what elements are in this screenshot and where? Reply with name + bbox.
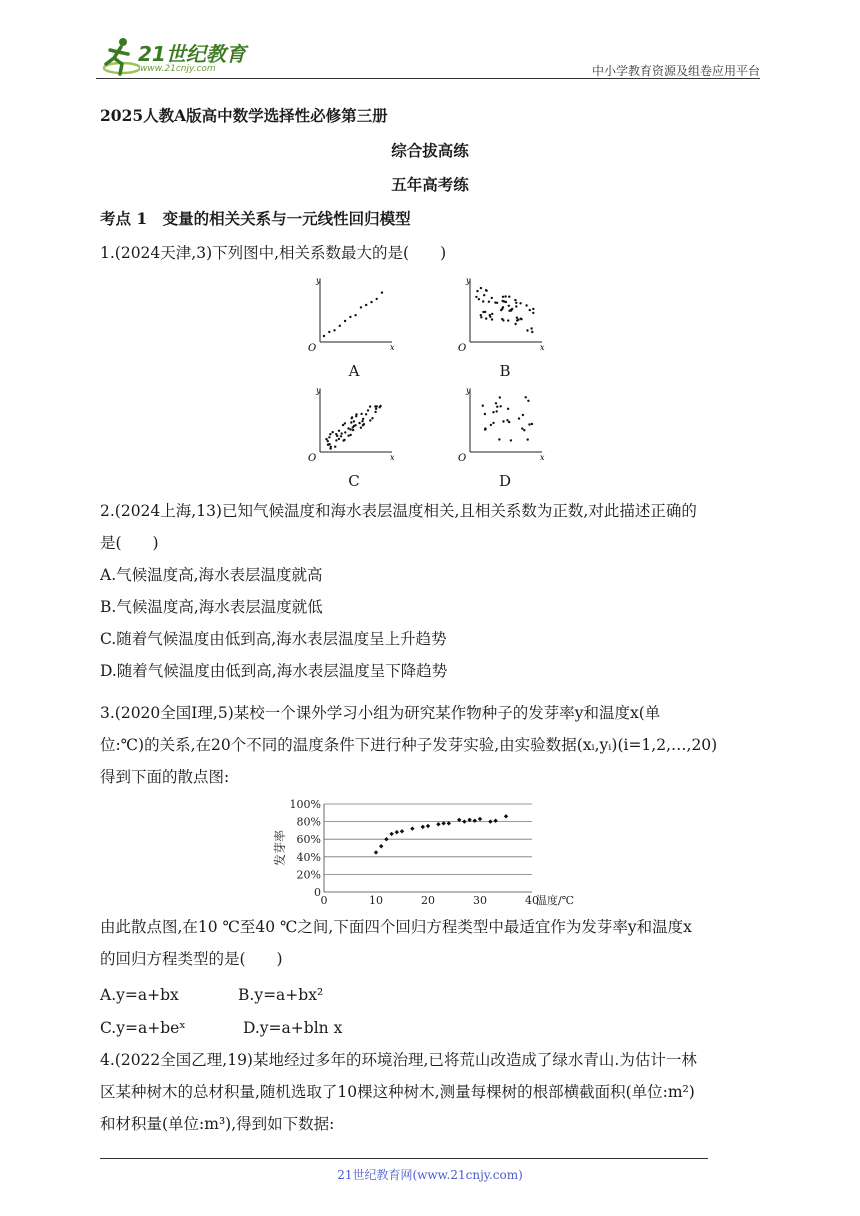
scatter-point (342, 424, 344, 426)
x-tick-label: 40 (525, 894, 539, 906)
scatter-point (510, 439, 512, 441)
scatter-point (360, 306, 362, 308)
scatter-point (352, 429, 354, 431)
scatter-point (325, 438, 327, 440)
doc-subtitle-1: 综合拔高练 (391, 141, 469, 160)
data-point (421, 825, 425, 829)
scatter-point (530, 327, 532, 329)
q2-stem-line-1: 2.(2024上海,13)已知气候温度和海水表层温度相关,且相关系数为正数,对此描述正确的 (100, 502, 697, 520)
scatter-point (491, 313, 493, 315)
q3-option-a: A.y=a+bx (100, 986, 179, 1004)
scatter-point (333, 329, 335, 331)
scatter-point (328, 331, 330, 333)
y-tick-label: 20% (296, 868, 321, 882)
data-point (473, 819, 477, 823)
y-axis-label: y (316, 276, 321, 285)
scatter-point (492, 422, 494, 424)
x-tick-label: 30 (473, 894, 487, 906)
q3-after-line-2: 的回归方程类型的是( ) (100, 950, 283, 968)
origin-label: O (458, 453, 467, 464)
scatter-point (374, 405, 376, 407)
q2-option-a: A.气候温度高,海水表层温度就高 (100, 566, 323, 584)
footer-text: 21世纪教育网(www.21cnjy.com) (337, 1168, 523, 1182)
origin-label: O (308, 453, 317, 464)
scatter-point (360, 427, 362, 429)
scatter-point (367, 409, 369, 411)
scatter-point (525, 304, 527, 306)
site-logo (96, 34, 266, 78)
scatter-point (485, 317, 487, 319)
y-tick-label: 60% (296, 833, 321, 847)
scatter-point (353, 420, 355, 422)
scatter-point (495, 402, 497, 404)
scatter-point (480, 287, 482, 289)
data-point (436, 822, 440, 826)
origin-label: O (458, 343, 467, 354)
x-tick-label: 20 (421, 894, 435, 906)
scatter-point (350, 434, 352, 436)
scatter-point (371, 417, 373, 419)
scatter-point (347, 435, 349, 437)
q3-after (100, 911, 764, 975)
x-axis-label: x (390, 453, 395, 462)
scatter-point (482, 311, 484, 313)
q1-panel-b (458, 276, 545, 354)
scatter-point (329, 433, 331, 435)
scatter-point (485, 289, 487, 291)
origin-label: O (308, 343, 317, 354)
scatter-point (521, 427, 523, 429)
scatter-point (503, 300, 505, 302)
scatter-point (502, 319, 504, 321)
scatter-point (504, 295, 506, 297)
scatter-point (492, 411, 494, 413)
q3-stem-line-1: 3.(2020全国Ⅰ理,5)某校一个课外学习小组为研究某作物种子的发芽率y和温度x(单 (100, 704, 661, 722)
scatter-point (369, 419, 371, 421)
scatter-point (496, 410, 498, 412)
scatter-point (328, 436, 330, 438)
scatter-point (523, 429, 525, 431)
scatter-point (489, 314, 491, 316)
data-point (426, 824, 430, 828)
q1-panel-d (458, 386, 545, 464)
scatter-point (341, 432, 343, 434)
data-point (504, 814, 508, 818)
scatter-point (482, 300, 484, 302)
q1-panel-c (308, 386, 395, 464)
scatter-point (508, 296, 510, 298)
scatter-point (375, 408, 377, 410)
y-axis-label: 发芽率 (273, 829, 287, 867)
scatter-point (484, 413, 486, 415)
data-point (488, 819, 492, 823)
scatter-point (350, 421, 352, 423)
y-tick-label: 0 (314, 886, 321, 899)
scatter-point (358, 422, 360, 424)
scatter-point (361, 420, 363, 422)
scatter-point (353, 425, 355, 427)
scatter-point (515, 302, 517, 304)
q4-line-1: 4.(2022全国乙理,19)某地经过多年的环境治理,已将荒山改造成了绿水青山.为估计一林 (100, 1051, 697, 1069)
x-axis-label: 温度/℃ (536, 894, 575, 906)
scatter-point (500, 405, 502, 407)
scatter-point (531, 331, 533, 333)
section-heading: 考点 1 变量的相关关系与一元线性回归模型 (100, 209, 411, 228)
scatter-point (519, 302, 521, 304)
y-axis-label: y (466, 386, 471, 395)
q1-label-d: D (498, 472, 512, 490)
scatter-point (323, 335, 325, 337)
q4-stem (100, 1044, 764, 1140)
scatter-point (526, 329, 528, 331)
scatter-point (334, 446, 336, 448)
scatter-point (518, 417, 520, 419)
q1-panel-a (308, 276, 395, 354)
scatter-point (374, 411, 376, 413)
doc-subtitle-2: 五年高考练 (391, 175, 469, 194)
data-point (384, 837, 388, 841)
scatter-point (327, 440, 329, 442)
scatter-point (502, 296, 504, 298)
x-tick-label: 0 (320, 894, 328, 906)
scatter-point (528, 423, 530, 425)
q1-label-c: C (348, 472, 360, 490)
scatter-point (491, 318, 493, 320)
scatter-point (517, 319, 519, 321)
scatter-point (490, 424, 492, 426)
scatter-point (514, 299, 516, 301)
q4-line-2: 区某种树木的总材积量,随机选取了10棵这种树木,测量每棵树的根部横截面积(单位:m²) (100, 1083, 695, 1101)
scatter-point (514, 323, 516, 325)
scatter-point (330, 446, 332, 448)
logo-subtext: www.21cnjy.com (140, 64, 216, 74)
scatter-point (482, 405, 484, 407)
scatter-point (335, 433, 337, 435)
scatter-point (370, 301, 372, 303)
q3-stem (100, 697, 764, 793)
q1-label-b: B (499, 362, 511, 380)
scatter-point (365, 413, 367, 415)
scatter-point (335, 439, 337, 441)
q2-stem (100, 495, 764, 687)
y-tick-label: 40% (296, 850, 321, 864)
scatter-point (363, 423, 365, 425)
q3-germination-chart (264, 794, 594, 906)
q3-option-b: B.y=a+bx² (238, 986, 324, 1004)
scatter-point (369, 405, 371, 407)
scatter-point (510, 309, 512, 311)
data-point (374, 850, 378, 854)
data-point (400, 829, 404, 833)
y-axis-label: y (316, 386, 321, 395)
scatter-point (339, 325, 341, 327)
y-axis-label: y (466, 276, 471, 285)
q2-option-b: B.气候温度高,海水表层温度就低 (100, 598, 323, 616)
page-header (96, 30, 760, 80)
scatter-point (532, 308, 534, 310)
scatter-point (381, 291, 383, 293)
scatter-point (488, 301, 490, 303)
scatter-point (340, 435, 342, 437)
scatter-point (376, 298, 378, 300)
scatter-point (349, 316, 351, 318)
scatter-point (484, 427, 486, 429)
scatter-point (344, 431, 346, 433)
scatter-point (355, 413, 357, 415)
q1-label-a: A (348, 362, 360, 380)
scatter-point (347, 427, 349, 429)
scatter-point (499, 396, 501, 398)
scatter-point (502, 420, 504, 422)
q3-after-line-1: 由此散点图,在10 ℃至40 ℃之间,下面四个回归方程类型中最适宜作为发芽率y和温度x (100, 918, 692, 936)
q2-stem-line-2: 是( ) (100, 534, 159, 552)
doc-title: 2025人教A版高中数学选择性必修第三册 (100, 106, 388, 125)
header-divider (96, 78, 760, 79)
scatter-point (494, 301, 496, 303)
scatter-point (525, 396, 527, 398)
scatter-point (529, 309, 531, 311)
scatter-point (532, 312, 534, 314)
scatter-point (360, 413, 362, 415)
scatter-point (478, 298, 480, 300)
scatter-point (362, 418, 364, 420)
scatter-point (480, 316, 482, 318)
data-point (395, 830, 399, 834)
q3-option-d: D.y=a+bln x (243, 1019, 343, 1037)
y-tick-label: 80% (296, 815, 321, 829)
q2-option-c: C.随着气候温度由低到高,海水表层温度呈上升趋势 (100, 630, 447, 648)
logo-text: 21世纪教育 (138, 42, 246, 66)
q4-line-3: 和材积量(单位:m³),得到如下数据: (100, 1115, 335, 1133)
scatter-point (349, 428, 351, 430)
q3-stem-line-3: 得到下面的散点图: (100, 768, 230, 786)
footer-divider (100, 1158, 708, 1159)
data-point (379, 844, 383, 848)
scatter-point (365, 304, 367, 306)
scatter-point (527, 438, 529, 440)
q2-option-d: D.随着气候温度由低到高,海水表层温度呈下降趋势 (100, 662, 448, 680)
scatter-point (344, 422, 346, 424)
scatter-point (338, 438, 340, 440)
scatter-point (506, 419, 508, 421)
scatter-point (502, 306, 504, 308)
scatter-point (527, 400, 529, 402)
scatter-point (507, 408, 509, 410)
scatter-point (496, 406, 498, 408)
header-platform-text: 中小学教育资源及组卷应用平台 (591, 64, 760, 78)
scatter-point (344, 320, 346, 322)
x-axis-label: x (540, 343, 545, 352)
scatter-point (508, 305, 510, 307)
runner-logo-icon (96, 34, 140, 78)
x-axis-label: x (390, 343, 395, 352)
scatter-point (483, 294, 485, 296)
data-point (493, 819, 497, 823)
scatter-point (354, 314, 356, 316)
scatter-point (520, 318, 522, 320)
scatter-point (327, 444, 329, 446)
y-tick-label: 100% (289, 798, 321, 811)
scatter-point (507, 319, 509, 321)
scatter-point (338, 430, 340, 432)
q1-stem: 1.(2024天津,3)下列图中,相关系数最大的是( ) (100, 244, 447, 262)
scatter-point (351, 416, 353, 418)
scatter-point (508, 421, 510, 423)
x-tick-label: 10 (369, 894, 383, 906)
scatter-point (475, 296, 477, 298)
q3-option-c: C.y=a+beˣ (100, 1019, 186, 1037)
scatter-point (480, 314, 482, 316)
q3-stem-line-2: 位:℃)的关系,在20个不同的温度条件下进行种子发芽实验,由实验数据(xᵢ,yᵢ)(i=1,2,…,20) (100, 736, 718, 754)
data-point (410, 826, 414, 830)
scatter-point (491, 297, 493, 299)
data-point (478, 817, 482, 821)
scatter-point (522, 414, 524, 416)
scatter-point (516, 317, 518, 319)
scatter-point (379, 406, 381, 408)
scatter-point (332, 431, 334, 433)
scatter-point (531, 423, 533, 425)
scatter-point (515, 305, 517, 307)
data-point (462, 819, 466, 823)
data-point (389, 832, 393, 836)
scatter-point (476, 290, 478, 292)
scatter-point (343, 439, 345, 441)
x-axis-label: x (540, 453, 545, 462)
scatter-point (498, 438, 500, 440)
